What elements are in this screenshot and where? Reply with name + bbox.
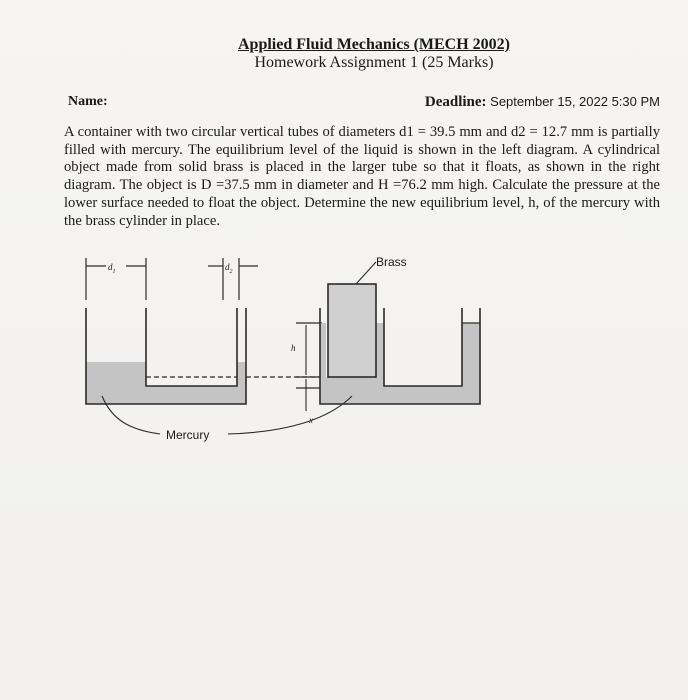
- brass-leader: [356, 262, 376, 284]
- brass-label: Brass: [376, 255, 407, 269]
- d1-label: $d_1$: [108, 262, 116, 275]
- h-label: h: [291, 343, 296, 353]
- brass-cylinder: [328, 284, 376, 377]
- left-mercury-fill: [86, 362, 246, 404]
- mercury-label: Mercury: [166, 428, 210, 442]
- assignment-subtitle: Homework Assignment 1 (25 Marks): [254, 54, 494, 71]
- problem-statement: A container with two circular vertical tubes of diameters d1 = 39.5 mm and d2 = 12.7 mm is partially filled with mercury. The equilibrium level of the liquid is shown in the left diagram. A cylindrical object made from solid brass is placed in the larger tube so that it floats, as shown in the right diagram. The object is D =37.5 mm in diameter and H =76.2 mm high. Calculate the pressure at the lower surface needed to float the object. Determine the new equilibrium level, h, of the mercury with the brass cylinder in place.: [64, 124, 660, 229]
- course-title: Applied Fluid Mechanics (MECH 2002): [237, 36, 510, 53]
- d2-label: $d_2$: [225, 262, 233, 275]
- deadline-value: September 15, 2022 5:30 PM: [490, 94, 660, 109]
- name-label: Name:: [68, 94, 108, 109]
- right-container-inner: [384, 308, 462, 386]
- deadline-label: Deadline:: [424, 94, 487, 110]
- left-container-inner: [146, 308, 237, 386]
- x-label: x: [309, 415, 313, 425]
